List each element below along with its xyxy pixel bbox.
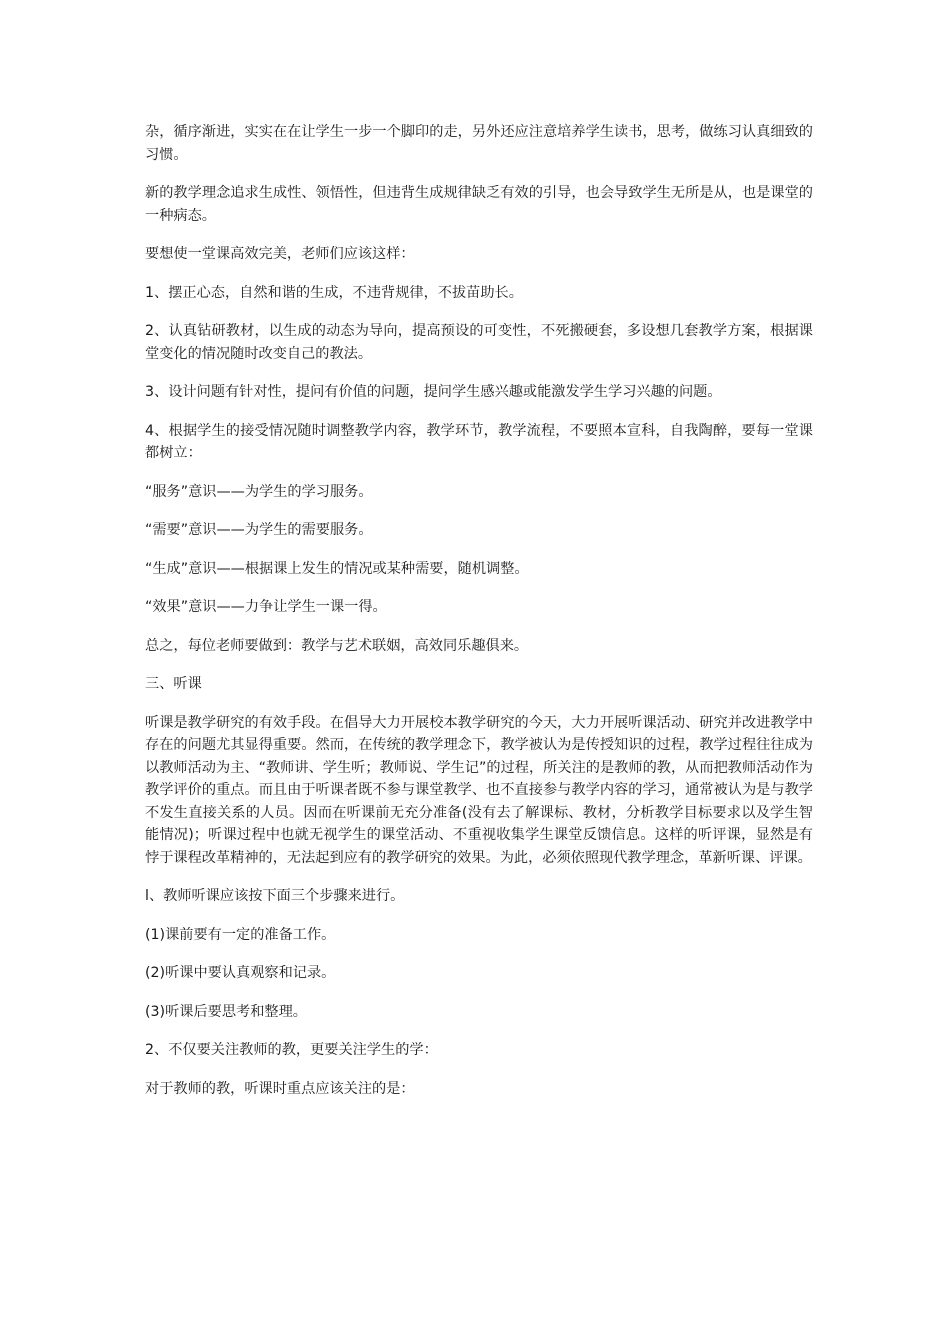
section-heading-listening: 三、听课 <box>145 676 202 692</box>
awareness-need: “需要”意识——为学生的需要服务。 <box>145 522 373 538</box>
paragraph-continuation: 杂，循序渐进，实实在在让学生一步一个脚印的走，另外还应注意培养学生读书，思考，做练习认真细致的习惯。 <box>145 124 813 163</box>
step-item-3: (3)听课后要思考和整理。 <box>145 1003 307 1020</box>
list-item-3: 3、设计问题有针对性，提问有价值的问题，提问学生感兴趣或能激发学生学习兴趣的问题。 <box>145 384 722 400</box>
document-body <box>145 121 813 1116</box>
awareness-generation: “生成”意识——根据课上发生的情况或某种需要，随机调整。 <box>145 560 529 577</box>
step-heading-2: 2、不仅要关注教师的教，更要关注学生的学： <box>145 1042 438 1058</box>
paragraph-listening-body: 听课是教学研究的有效手段。在倡导大力开展校本教学研究的今天，大力开展听课活动、研究并改进教学中存在的问题尤其显得重要。然而，在传统的教学理念下，教学被认为是传授知识的过程，教学过程往往成为以教师活动为主、“教师讲、学生听；教师说、学生记”的过程，所关注的是教师的教，从而把教师活动作为教学评价的重点。而且由于听课者既不参与课堂教学、也不直接参与教学内容的学习，通常被认为是与教学不发生直接关系的人员。因而在听课前无充分准备(没有去了解课标、教材，分析教学目标要求以及学生智能情况)；听课过程中也就无视学生的课堂活动、不重视收集学生课堂反馈信息。这样的听评课，显然是有悖于课程改革精神的，无法起到应有的教学研究的效果。为此，必须依照现代教学理念，革新听课、评课。 <box>145 714 813 866</box>
step-item-1: (1)课前要有一定的准备工作。 <box>145 926 336 943</box>
paragraph-teacher-focus: 对于教师的教，听课时重点应该关注的是： <box>145 1080 415 1097</box>
paragraph-summary: 总之，每位老师要做到：教学与艺术联姻，高效同乐趣俱来。 <box>145 637 529 654</box>
list-item-1: 1、摆正心态，自然和谐的生成，不违背规律，不拔苗助长。 <box>145 284 523 301</box>
list-item-4: 4、根据学生的接受情况随时调整教学内容，教学环节，教学流程，不要照本宣科，自我陶醉，要每一堂课都树立： <box>145 422 813 461</box>
awareness-service: “服务”意识——为学生的学习服务。 <box>145 483 373 500</box>
awareness-effect: “效果”意识——力争让学生一课一得。 <box>145 599 387 615</box>
paragraph-efficient-lesson-intro: 要想使一堂课高效完美，老师们应该这样： <box>145 246 415 262</box>
paragraph-new-teaching-concept: 新的教学理念追求生成性、领悟性，但违背生成规律缺乏有效的引导，也会导致学生无所是从，也是课堂的一种病态。 <box>145 185 813 224</box>
list-item-2: 2、认真钻研教材，以生成的动态为导向，提高预设的可变性，不死搬硬套，多设想几套教学方案，根据课堂变化的情况随时改变自己的教法。 <box>145 323 813 362</box>
step-item-2: (2)听课中要认真观察和记录。 <box>145 965 336 981</box>
step-heading-1: l、教师听课应该按下面三个步骤来进行。 <box>145 888 405 904</box>
